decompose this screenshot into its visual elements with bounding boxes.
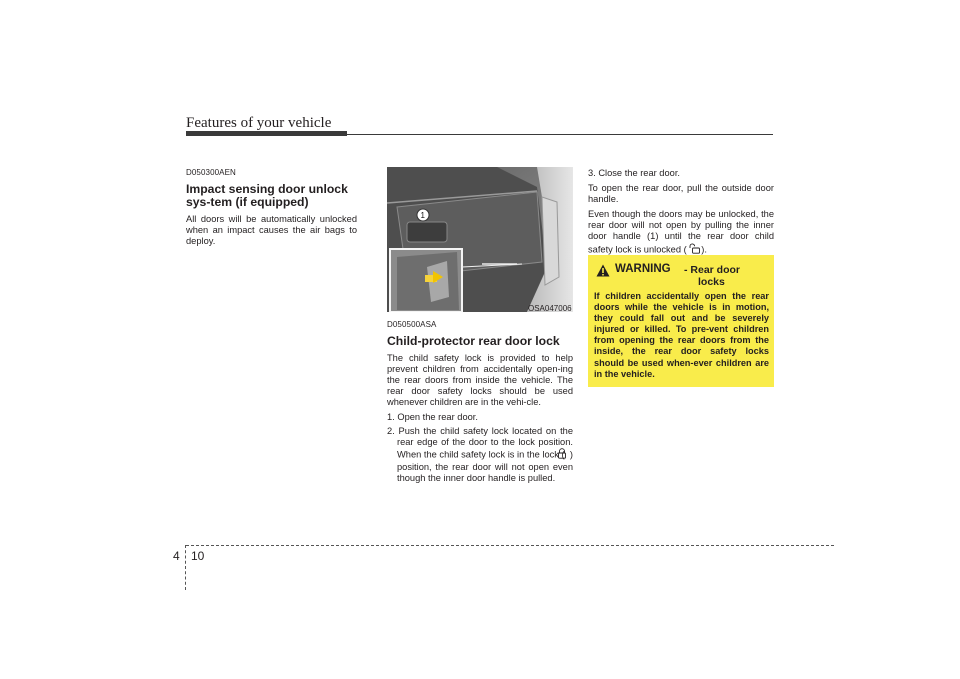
section-code: D050500ASA bbox=[387, 320, 437, 329]
child-lock-photo bbox=[387, 167, 573, 312]
section-intro: The child safety lock is provided to help prevent children from accidentally open-ing the rear doors from inside the vehicle. The rear door safety locks should be used whenever children are in the vehi-cle. bbox=[387, 353, 573, 408]
warning-title-line1: - Rear door bbox=[684, 264, 741, 276]
section-open-rear-door bbox=[588, 168, 774, 261]
section-impact-unlock bbox=[186, 168, 357, 247]
warning-triangle-icon bbox=[596, 264, 610, 277]
warning-text: If children accidentally open the rear doors while the vehicle is in motion, they could fall out and be severely injured or killed. To pre-vent children from opening the rear doors from the inside, the rear door safety locks should be used when-ever children are in the vehicle. bbox=[594, 291, 769, 379]
unlock-paragraph: Even though the doors may be unlocked, the rear door will not open by pulling the inner door handle (1) until the rear door child safety lock is unlocked ( ). bbox=[588, 209, 774, 256]
header-rule bbox=[347, 134, 773, 135]
door-illustration bbox=[387, 167, 573, 312]
page-header-title: Features of your vehicle bbox=[186, 115, 332, 131]
warning-box bbox=[588, 255, 774, 387]
warning-label: WARNING bbox=[615, 263, 671, 275]
page-number: 10 bbox=[191, 549, 205, 563]
section-body: All doors will be automatically unlocked when an impact causes the air bags to deploy. bbox=[186, 214, 357, 247]
section-heading: Child-protector rear door lock bbox=[387, 334, 560, 348]
warning-header bbox=[596, 263, 768, 291]
step-3: 3. Close the rear door. bbox=[588, 168, 680, 178]
footer-divider bbox=[185, 545, 186, 590]
footer-rule bbox=[186, 545, 834, 546]
figure-caption: OSA047006 bbox=[528, 304, 572, 313]
chapter-number: 4 bbox=[173, 549, 180, 563]
section-child-lock bbox=[387, 320, 573, 486]
section-heading: Impact sensing door unlock sys-tem (if equipped) bbox=[186, 182, 348, 209]
step-1: 1. Open the rear door. bbox=[387, 412, 478, 423]
section-code: D050300AEN bbox=[186, 168, 236, 177]
warning-title-line2: locks bbox=[698, 276, 725, 288]
callout-label: 1 bbox=[420, 211, 425, 220]
open-door-paragraph: To open the rear door, pull the outside door handle. bbox=[588, 183, 774, 205]
step-2: 2. Push the child safety lock located on the rear edge of the door to the lock position. When the child safety lock is in the lock ( ) position, the rear door will not open even though the inner door handle is pulled. bbox=[387, 425, 573, 483]
header-bar bbox=[186, 131, 347, 136]
